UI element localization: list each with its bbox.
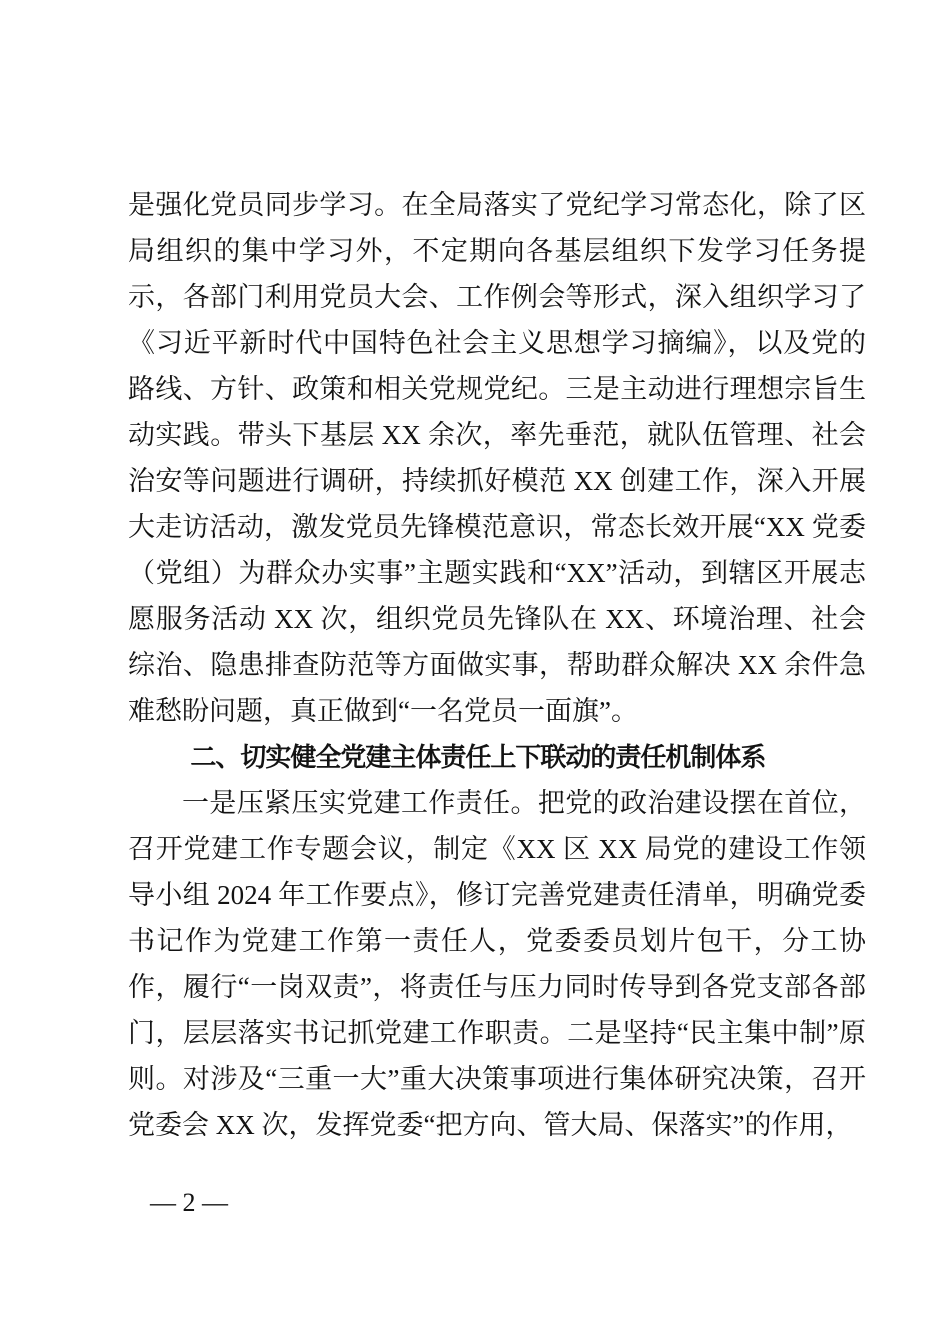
paragraph-continuation: 是强化党员同步学习。在全局落实了党纪学习常态化，除了区局组织的集中学习外，不定期向各基层组织下发学习任务提示，各部门利用党员大会、工作例会等形式，深入组织学习了《习近平新时代中国特色社会主义思想学习摘编》，以及党的路线、方针、政策和相关党规党纪。三是主动进行理想宗旨生动实践。带头下基层 XX 余次，率先垂范，就队伍管理、社会治安等问题进行调研，持续抓好模范 XX 创建工作，深入开展大走访活动，激发党员先锋模范意识，常态长效开展“XX 党委（党组）为群众办实事”主题实践和“XX”活动，到辖区开展志愿服务活动 XX 次，组织党员先锋队在 XX、环境治理、社会综治、隐患排查防范等方面做实事，帮助群众解决 XX 余件急难愁盼问题，真正做到“一名党员一面旗”。: [128, 190, 866, 726]
paragraph-body: 一是压紧压实党建工作责任。把党的政治建设摆在首位，召开党建工作专题会议，制定《XX 区 XX 局党的建设工作领导小组 2024 年工作要点》，修订完善党建责任清单，明确党委书记作为党建工作第一责任人，党委委员划片包干，分工协作，履行“一岗双责”，将责任与压力同时传导到各党支部各部门，层层落实书记抓党建工作职责。二是坚持“民主集中制”原则。对涉及“三重一大”重大决策事项进行集体研究决策，召开党委会 XX 次，发挥党委“把方向、管大局、保落实”的作用，: [128, 788, 866, 1140]
page-number: — 2 —: [150, 1188, 228, 1217]
page-content: [128, 182, 866, 1148]
section-heading: 二、切实健全党建主体责任上下联动的责任机制体系: [190, 742, 766, 772]
